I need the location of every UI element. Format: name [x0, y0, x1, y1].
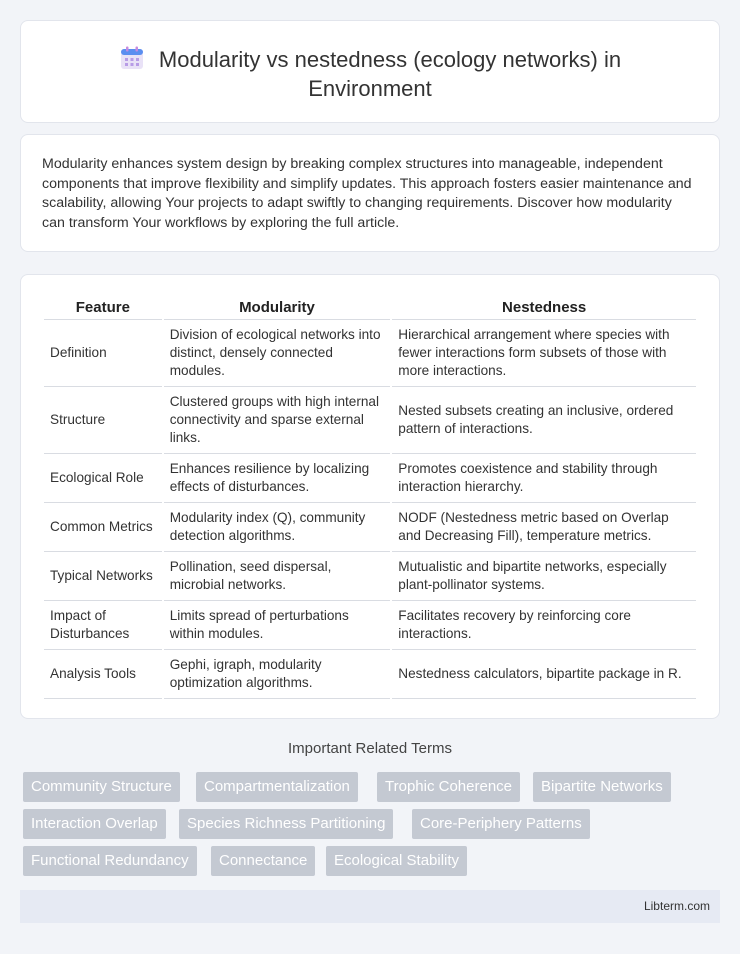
title-line-2: Environment: [308, 76, 432, 101]
cell-nestedness: Nestedness calculators, bipartite package in R.: [392, 650, 696, 699]
cell-feature: Ecological Role: [44, 454, 162, 503]
tag-trophic-coherence[interactable]: Trophic Coherence: [377, 772, 520, 802]
tag-core-periphery-patterns[interactable]: Core-Periphery Patterns: [412, 809, 590, 839]
table-row: [44, 320, 696, 387]
cell-nestedness: Facilitates recovery by reinforcing core interactions.: [392, 601, 696, 650]
intro-text: Modularity enhances system design by breaking complex structures into manageable, independent components that improve flexibility and simplify updates. This approach fosters easier maintenance and scalability, allowing Your projects to adapt swiftly to changing requirements. Discover how modularity can transform Your workflows by exploring the full article.: [42, 156, 692, 231]
tag-interaction-overlap[interactable]: Interaction Overlap: [23, 809, 166, 839]
table-row: [44, 552, 696, 601]
cell-modularity: Division of ecological networks into distinct, densely connected modules.: [164, 320, 391, 387]
calendar-icon: [119, 45, 145, 71]
intro-card: [20, 134, 720, 252]
table-row: [44, 387, 696, 454]
tag-community-structure[interactable]: Community Structure: [23, 772, 180, 802]
related-terms-title: Important Related Terms: [288, 740, 452, 757]
cell-modularity: Enhances resilience by localizing effects of disturbances.: [164, 454, 391, 503]
comparison-card: [20, 274, 720, 719]
tag-ecological-stability[interactable]: Ecological Stability: [326, 846, 467, 876]
cell-nestedness: Nested subsets creating an inclusive, ordered pattern of interactions.: [392, 387, 696, 454]
cell-feature: Common Metrics: [44, 503, 162, 552]
tag-bipartite-networks[interactable]: Bipartite Networks: [533, 772, 671, 802]
table-row: [44, 503, 696, 552]
cell-modularity: Clustered groups with high internal connectivity and sparse external links.: [164, 387, 391, 454]
footer-site-link[interactable]: Libterm.com: [643, 899, 710, 913]
table-row: [44, 454, 696, 503]
header-modularity: Modularity: [164, 295, 391, 320]
header-feature: Feature: [44, 295, 162, 320]
cell-feature: Analysis Tools: [44, 650, 162, 699]
cell-feature: Typical Networks: [44, 552, 162, 601]
table-header-row: [44, 295, 696, 320]
page-title: [21, 45, 719, 103]
cell-nestedness: Hierarchical arrangement where species with fewer interactions form subsets of those with more interactions.: [392, 320, 696, 387]
cell-nestedness: Mutualistic and bipartite networks, especially plant-pollinator systems.: [392, 552, 696, 601]
cell-feature: Definition: [44, 320, 162, 387]
table-row: [44, 650, 696, 699]
cell-feature: Structure: [44, 387, 162, 454]
cell-nestedness: Promotes coexistence and stability through interaction hierarchy.: [392, 454, 696, 503]
tag-functional-redundancy[interactable]: Functional Redundancy: [23, 846, 197, 876]
title-text-1: Modularity vs nestedness (ecology networks) in: [158, 47, 622, 72]
header-nestedness: Nestedness: [392, 295, 696, 320]
header-card: [20, 20, 720, 123]
tag-species-richness-partitioning[interactable]: Species Richness Partitioning: [179, 809, 393, 839]
cell-modularity: Pollination, seed dispersal, microbial networks.: [164, 552, 391, 601]
title-line-1: [21, 45, 719, 74]
tag-compartmentalization[interactable]: Compartmentalization: [196, 772, 358, 802]
comparison-table: [42, 295, 698, 699]
table-row: [44, 601, 696, 650]
cell-modularity: Gephi, igraph, modularity optimization algorithms.: [164, 650, 391, 699]
tag-connectance[interactable]: Connectance: [211, 846, 315, 876]
cell-nestedness: NODF (Nestedness metric based on Overlap and Decreasing Fill), temperature metrics.: [392, 503, 696, 552]
cell-modularity: Modularity index (Q), community detection algorithms.: [164, 503, 391, 552]
footer: [20, 890, 720, 923]
cell-feature: Impact of Disturbances: [44, 601, 162, 650]
cell-modularity: Limits spread of perturbations within modules.: [164, 601, 391, 650]
